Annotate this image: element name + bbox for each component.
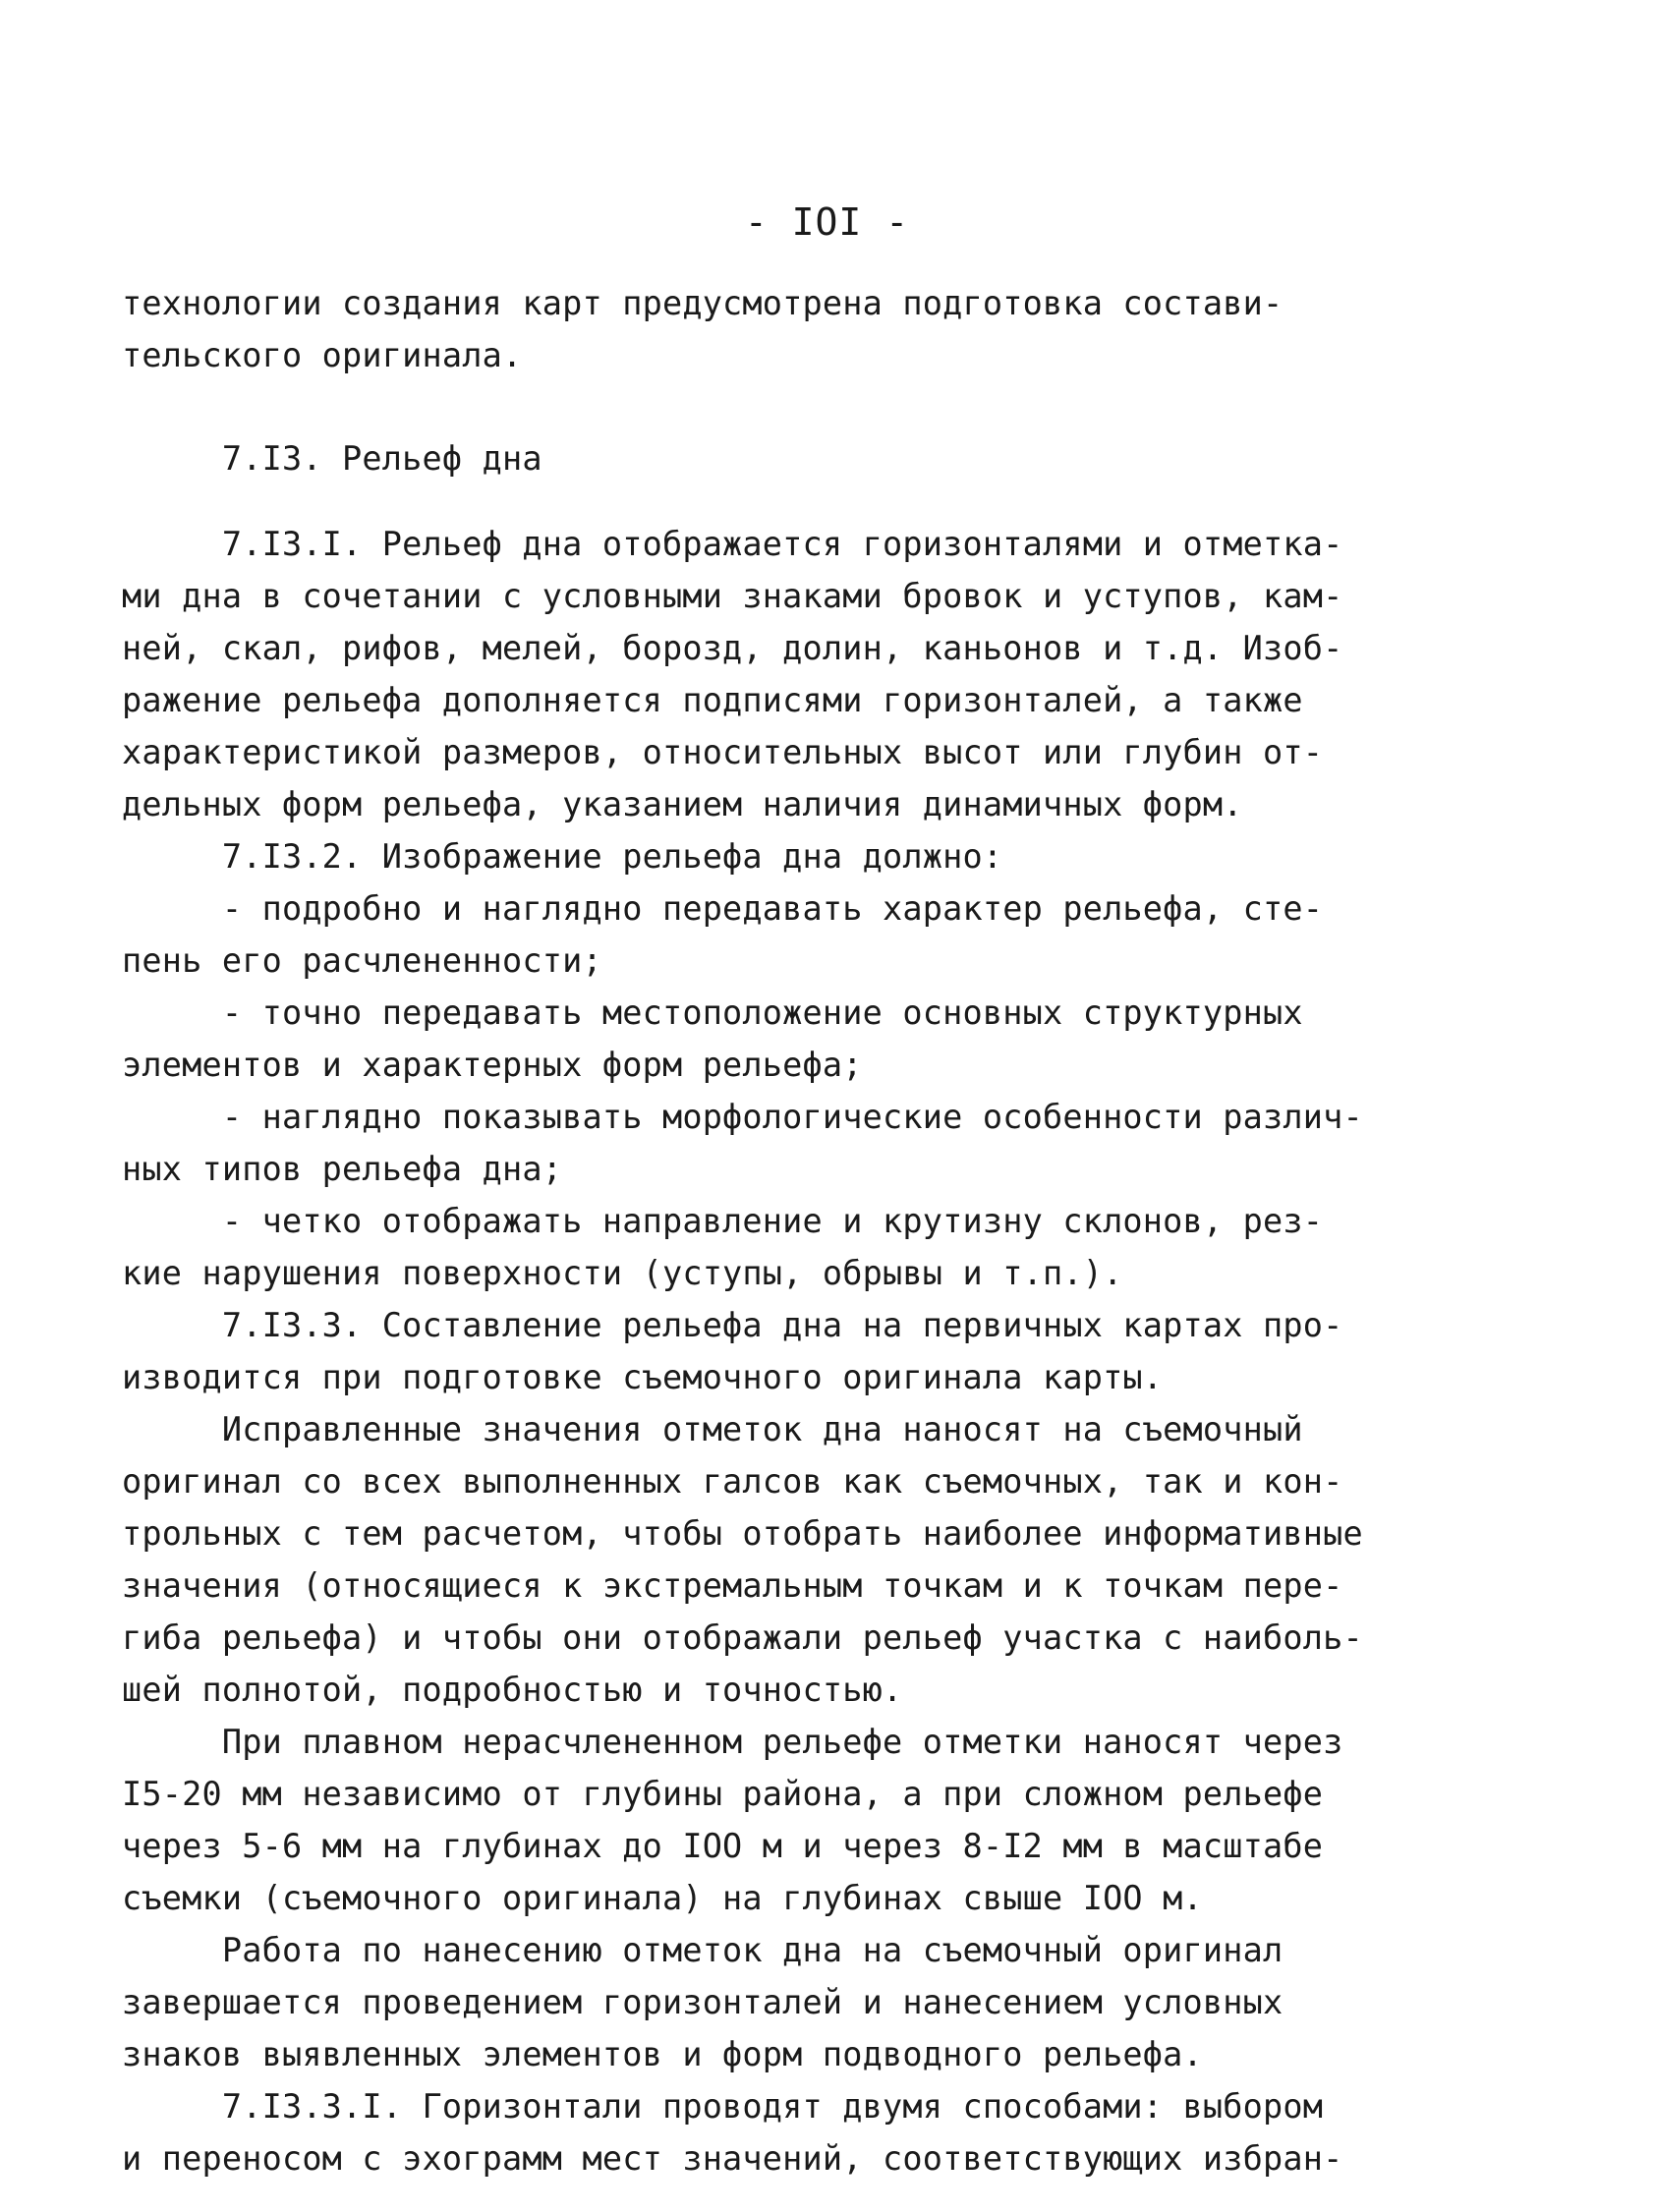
text-line: технологии создания карт предусмотрена подготовка состави- bbox=[122, 284, 1283, 322]
text-line: ми дна в сочетании с условными знаками бровок и уступов, кам- bbox=[122, 577, 1343, 615]
text-line: При плавном нерасчлененном рельефе отметки наносят через bbox=[122, 1723, 1343, 1761]
text-line: 7.I3.3.I. Горизонтали проводят двумя способами: выбором bbox=[122, 2087, 1324, 2126]
text-line: - наглядно показывать морфологические особенности различ- bbox=[122, 1098, 1363, 1136]
text-line: 7.I3.I. Рельеф дна отображается горизонталями и отметка- bbox=[122, 525, 1343, 563]
text-line: 7.I3.3. Составление рельефа дна на первичных картах про- bbox=[122, 1306, 1343, 1344]
text-line: съемки (съемочного оригинала) на глубинах свыше IOO м. bbox=[122, 1879, 1203, 1917]
text-line: трольных с тем расчетом, чтобы отобрать наиболее информативные bbox=[122, 1514, 1363, 1553]
text-line: характеристикой размеров, относительных высот или глубин от- bbox=[122, 733, 1324, 771]
text-line: дельных форм рельефа, указанием наличия динамичных форм. bbox=[122, 785, 1243, 823]
section-heading: 7.I3. Рельеф дна bbox=[122, 439, 542, 478]
text-line: ней, скал, рифов, мелей, борозд, долин, каньонов и т.д. Изоб- bbox=[122, 629, 1343, 667]
text-line: пень его расчлененности; bbox=[122, 941, 602, 980]
text-line: и переносом с эхограмм мест значений, соответствующих избран- bbox=[122, 2139, 1343, 2178]
text-line: - четко отображать направление и крутизну склонов, рез- bbox=[122, 1202, 1324, 1240]
text-line: через 5-6 мм на глубинах до IOO м и через 8-I2 мм в масштабе bbox=[122, 1827, 1324, 1865]
page-number: - IOI - bbox=[744, 200, 910, 244]
text-line: ражение рельефа дополняется подписями горизонталей, а также bbox=[122, 681, 1303, 719]
text-line: шей полнотой, подробностью и точностью. bbox=[122, 1671, 903, 1709]
text-line: тельского оригинала. bbox=[122, 336, 523, 374]
text-line: Работа по нанесению отметок дна на съемочный оригинал bbox=[122, 1931, 1283, 1969]
text-line: Исправленные значения отметок дна наносят на съемочный bbox=[122, 1410, 1303, 1448]
text-line: знаков выявленных элементов и форм подводного рельефа. bbox=[122, 2035, 1203, 2073]
text-line: завершается проведением горизонталей и нанесением условных bbox=[122, 1983, 1283, 2021]
text-line: значения (относящиеся к экстремальным точкам и к точкам пере- bbox=[122, 1566, 1343, 1605]
text-line: кие нарушения поверхности (уступы, обрывы и т.п.). bbox=[122, 1254, 1123, 1292]
text-line: элементов и характерных форм рельефа; bbox=[122, 1046, 863, 1084]
text-line: оригинал со всех выполненных галсов как съемочных, так и кон- bbox=[122, 1462, 1343, 1501]
text-line: - подробно и наглядно передавать характер рельефа, сте- bbox=[122, 889, 1324, 928]
text-line: I5-20 мм независимо от глубины района, а при сложном рельефе bbox=[122, 1775, 1324, 1813]
text-line: ных типов рельефа дна; bbox=[122, 1150, 563, 1188]
text-line: - точно передавать местоположение основных структурных bbox=[122, 993, 1303, 1032]
text-line: 7.I3.2. Изображение рельефа дна должно: bbox=[122, 837, 1003, 876]
text-line: гиба рельефа) и чтобы они отображали рельеф участка с наиболь- bbox=[122, 1618, 1363, 1657]
text-line: изводится при подготовке съемочного оригинала карты. bbox=[122, 1358, 1164, 1396]
